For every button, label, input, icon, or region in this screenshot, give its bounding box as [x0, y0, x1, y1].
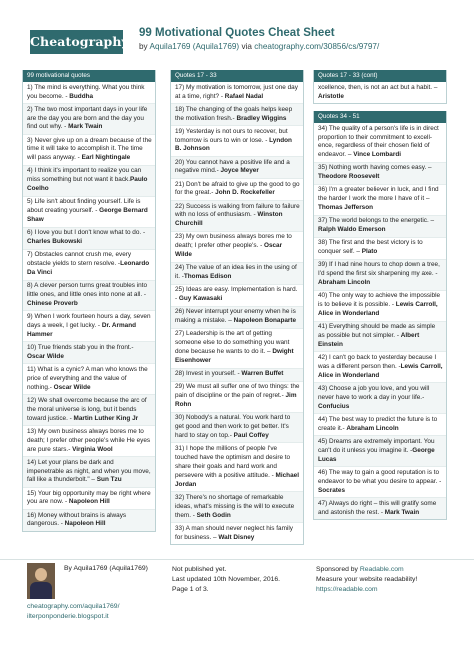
quote-author: Earl Nightingale [81, 154, 131, 162]
quote-item [314, 184, 446, 215]
quote-author: Abraham Lincoln [346, 424, 399, 432]
footer-profile-link[interactable]: cheatography.com/aquila1769/ [27, 603, 120, 610]
quote-author: Oscar Wilde [175, 242, 283, 259]
quote-item [171, 125, 303, 156]
quote-item [314, 82, 446, 103]
quote-author: Dr. Armand Hammer [27, 321, 137, 338]
footer-sponsor [316, 565, 417, 595]
avatar-head [35, 568, 47, 581]
quote-author: Mark Twain [68, 123, 103, 131]
quote-item [314, 413, 446, 435]
quote-item [171, 231, 303, 262]
quote-author: Socrates [318, 486, 345, 494]
quote-author: Aristotle [318, 92, 344, 100]
quote-author: George Lucas [318, 446, 435, 463]
page-number: Page 1 of 3. [172, 586, 209, 593]
quote-author: Vince Lombardi [353, 151, 402, 159]
quote-item [314, 162, 446, 184]
quote-text: 17) My motivation is tomorrow, just one day at a time, right? - [175, 83, 298, 100]
quote-text: 31) I hope the millions of people I've touched have the optimism and desire to share their goals and hard work and persevere with a positive attitude. - [175, 445, 291, 479]
quote-text: 15) Your big opportunity may be right where you are now. - [27, 489, 151, 506]
quote-item [171, 522, 303, 544]
author-avatar[interactable] [27, 563, 55, 599]
quote-text: 30) Nobody's a natural. You work hard to get good and then work to get better. It's hard to stay on top.- [175, 414, 291, 439]
quote-text: 19) Yesterday is not ours to recover, but tomorrow is ours to win or lose. - [175, 127, 288, 144]
quote-list [314, 123, 446, 519]
quote-author: Napoleon Hill [68, 498, 110, 506]
column-2 [170, 70, 304, 552]
footer-author-handle: (Aquila1769) [107, 565, 148, 572]
quote-text: 43) Choose a job you love, and you will never have to work a day in your life.- [318, 384, 430, 401]
quote-item [23, 363, 155, 394]
quote-author: Winston Churchill [175, 211, 283, 228]
sponsor-line [316, 565, 417, 575]
sponsor-tagline: Measure your website readability! [316, 576, 418, 583]
sheet-url-link[interactable]: cheatography.com/30856/cs/9797/ [254, 42, 380, 51]
quote-item [314, 382, 446, 413]
quote-item [171, 368, 303, 381]
quote-item [23, 509, 155, 531]
page-header [0, 0, 474, 70]
quote-text: 16) Money without brains is always dangerous. - [27, 511, 127, 528]
quote-author: Michael Jordan [175, 471, 299, 488]
section-heading: Quotes 17 - 33 (cont) [314, 70, 446, 82]
quote-text: 33) A man should never neglect his family for business. – [175, 524, 293, 541]
quote-author: Bradley Wiggins [236, 114, 287, 122]
quote-text: 46) The way to gain a good reputation is to endeavor to be what you desire to appear. - [318, 468, 442, 485]
quote-text: 45) Dreams are extremely important. You can't do it unless you imagine it. - [318, 437, 435, 454]
quote-author: Virginia Wool [72, 445, 113, 453]
quote-text: 20) You cannot have a positive life and a negative mind.- [175, 158, 290, 175]
quote-author: Chinese Proverb [27, 299, 78, 307]
quote-author: Joyce Meyer [220, 167, 259, 175]
quote-text: 6) I love you but I don't know what to do. - [27, 229, 146, 237]
quote-text: 11) What is a cynic? A man who knows the price of everything and the value of nothing.- [27, 365, 148, 391]
quote-item [171, 328, 303, 368]
quote-text: 8) A clever person turns great troubles into little ones, and little ones into none at all. - [27, 282, 148, 299]
quote-item [23, 227, 155, 249]
quote-item [314, 497, 446, 519]
quote-author: Charles Bukowski [27, 238, 83, 246]
quote-text: 13) My own business always bores me to death; I prefer other people's while He eyes are pure stars.- [27, 427, 151, 453]
footer-status [172, 565, 280, 595]
quote-item [23, 82, 155, 103]
quote-item [314, 215, 446, 237]
quote-item [171, 412, 303, 443]
quote-item [171, 306, 303, 328]
quote-author: Martin Luther King Jr [73, 414, 139, 422]
quote-author: Rafael Nadal [224, 92, 264, 100]
quote-text: 37) The world belongs to the energetic. – [318, 217, 435, 225]
quote-text: 44) The best way to predict the future is to create it.- [318, 415, 438, 432]
quote-author: Confucius [318, 402, 350, 410]
section-heading: Quotes 34 - 51 [314, 111, 446, 123]
quote-author: Napoleon Bonaparte [233, 317, 297, 325]
quote-text: 32) There's no shortage of remarkable ideas, what's missing is the will to execute them. - [175, 493, 295, 519]
sponsor-prefix: Sponsored by [316, 566, 360, 573]
quote-item [23, 165, 155, 196]
quote-text: 3) Never give up on a dream because of the time it will take to accomplish it. The time will pass anyway. - [27, 136, 152, 162]
sponsor-url-link[interactable]: https://readable.com [316, 586, 378, 593]
quote-item [314, 237, 446, 259]
column-1 [22, 70, 156, 539]
quote-author: Thomas Edison [183, 273, 232, 281]
quote-text: 41) Everything should be made as simple as possible but not simpler. - [318, 323, 436, 340]
quote-text: 14) Let your plans be dark and impenetrable as night, and when you move, fall like a thunderbolt." – [27, 458, 151, 484]
quote-text: 4) I think it's important to realize you can miss something but not want it back. [27, 167, 142, 184]
quote-item [314, 351, 446, 382]
quote-author: Oscar Wilde [27, 352, 64, 360]
quote-text: 29) We must all suffer one of two things: the pain of discipline or the pain of regret.- [175, 383, 300, 400]
quote-text: 40) The only way to achieve the impossible is to believe it is possible. - [318, 292, 441, 309]
quote-text: xcellence, then, is not an act but a habit. – [318, 83, 438, 91]
byline [139, 42, 379, 51]
section-heading: Quotes 17 - 33 [171, 70, 303, 82]
quote-item [171, 262, 303, 284]
sponsor-link[interactable]: Readable.com [359, 566, 404, 573]
quote-section [22, 70, 156, 532]
quote-item [314, 259, 446, 290]
quote-list [171, 82, 303, 544]
quote-text: 28) Invest in yourself. - [175, 370, 242, 378]
quote-text: 27) Leadership is the art of getting someone else to do something you want done because he wants to do it. – [175, 330, 290, 356]
quote-author: Buddha [69, 92, 94, 100]
quote-item [314, 435, 446, 466]
quote-section [313, 70, 447, 104]
footer-author-link[interactable]: Aquila1769 [73, 565, 108, 572]
quote-item [171, 82, 303, 103]
quote-author: Theodore Roosevelt [318, 173, 380, 181]
quote-text: 47) Always do right – this will gratify some and astonish the rest. - [318, 499, 437, 516]
quote-author: Guy Kawasaki [178, 295, 223, 303]
quote-item [23, 310, 155, 341]
quote-author: Warren Buffet [241, 370, 284, 378]
quote-text: 25) Ideas are easy. Implementation is hard. - [175, 286, 298, 303]
quote-text: 12) We shall overcome because the arc of the moral universe is long, but it bends toward justice. - [27, 396, 147, 422]
quote-item [23, 341, 155, 363]
quote-author: Ralph Waldo Emerson [318, 226, 386, 234]
quote-text: 21) Don't be afraid to give up the good to go for the great.- [175, 180, 300, 197]
quote-item [23, 425, 155, 456]
avatar-torso [30, 582, 52, 599]
quote-item [23, 456, 155, 487]
quote-item [171, 200, 303, 231]
quote-text: 35) Nothing worth having comes easy. – [318, 164, 432, 172]
quote-item [314, 321, 446, 352]
quote-section [170, 70, 304, 545]
quote-author: Mark Twain [384, 508, 420, 516]
quote-author: Jim Rohn [175, 392, 297, 409]
quote-author: Lyndon B. Johnson [175, 136, 292, 153]
byline-via: via [239, 42, 255, 51]
quote-author: Sun Tzu [96, 476, 122, 484]
quote-author: Abraham Lincoln [318, 279, 371, 287]
quote-text: 24) The value of an idea lies in the using of it. - [175, 264, 297, 281]
quote-author: Seth Godin [196, 511, 231, 519]
quote-item [23, 196, 155, 227]
quote-text: 34) The quality of a person's life is in direct proportion to their commitment to excell-ence, regardless of their chosen field of endeavor. – [318, 124, 439, 159]
footer-author [64, 565, 148, 572]
quote-item [23, 394, 155, 425]
quote-author: Leonardo Da Vinci [27, 260, 150, 277]
quote-item [171, 491, 303, 522]
footer-blog-link[interactable]: ilterponponderie.blogspot.it [27, 613, 109, 620]
quote-item [171, 381, 303, 412]
author-link[interactable]: Aquila1769 (Aquila1769) [149, 42, 240, 51]
quote-text: 42) I can't go back to yesterday because I was a different person then. - [318, 354, 437, 370]
quote-text: 2) The two most important days in your life are the day you are born and the day you find out why. - [27, 105, 148, 131]
quote-text: 26) Never interrupt your enemy when he is making a mistake. – [175, 308, 296, 325]
quote-item [171, 103, 303, 125]
footer-author-prefix: By [64, 565, 74, 572]
section-heading: 99 motivational quotes [23, 70, 155, 82]
quote-item [314, 290, 446, 321]
quote-author: Plato [361, 248, 378, 256]
quote-item [171, 284, 303, 306]
quote-author: John D. Rockefeller [215, 189, 275, 197]
quote-item [23, 249, 155, 280]
quote-text: 10) True friends stab you in the front.- [27, 343, 134, 351]
quote-item [23, 134, 155, 165]
quote-list [23, 82, 155, 531]
quote-author: Lewis Carroll, Alice in Wonderland [318, 301, 438, 318]
quote-author: Walt Disney [218, 533, 255, 541]
quote-author: Paul Coffey [233, 431, 269, 439]
quote-author: Napoleon Hill [64, 520, 106, 528]
quote-author: Dwight Eisenhower [175, 348, 294, 365]
quote-item [23, 280, 155, 311]
quote-item [314, 466, 446, 497]
quote-author: George Bernard Shaw [27, 207, 148, 224]
cheatography-logo[interactable]: Cheatography [30, 30, 123, 54]
quote-text: 9) When I work fourteen hours a day, seven days a week, I get lucky. - [27, 313, 151, 329]
quote-item [171, 442, 303, 491]
last-updated: Last updated 10th November, 2016. [172, 576, 281, 583]
page-title: 99 Motivational Quotes Cheat Sheet [139, 27, 335, 39]
quote-text: 39) If I had nine hours to chop down a tree, I'd spend the first six sharpening my axe. - [318, 261, 440, 278]
quote-text: 38) The first and the best victory is to conquer self. – [318, 239, 423, 256]
quote-text: 1) The mind is everything. What you think you become. - [27, 83, 145, 100]
quote-author: Thomas Jefferson [318, 204, 374, 212]
byline-prefix: by [139, 42, 150, 51]
quote-item [23, 103, 155, 134]
quote-text: 22) Success is walking from failure to failure with no loss of enthusiasm. - [175, 202, 300, 219]
quote-item [23, 487, 155, 509]
quote-author: Lewis Carroll, Alice in Wonderland [318, 362, 443, 379]
quote-item [171, 156, 303, 178]
quote-text: 23) My own business always bores me to death; I prefer other people's. - [175, 233, 292, 250]
quote-list [314, 82, 446, 103]
column-3 [313, 70, 447, 527]
quote-author: Albert Einstein [318, 332, 420, 348]
quote-author: Paulo Coelho [27, 176, 148, 193]
quote-item [314, 123, 446, 162]
quote-text: 5) Life isn't about finding yourself. Life is about creating yourself. - [27, 198, 141, 215]
quote-section [313, 111, 447, 520]
quote-text: 7) Obstacles cannot crush me, every obstacle yields to stern resolve. - [27, 251, 132, 268]
publish-status: Not published yet. [172, 566, 227, 573]
quote-item [171, 178, 303, 200]
quote-text: 36) I'm a greater believer in luck, and I find the harder I work the more I have of it – [318, 186, 439, 203]
quote-author: Oscar Wilde [53, 383, 91, 391]
quote-text: 18) The changing of the goals helps keep the motivation fresh.- [175, 105, 293, 122]
